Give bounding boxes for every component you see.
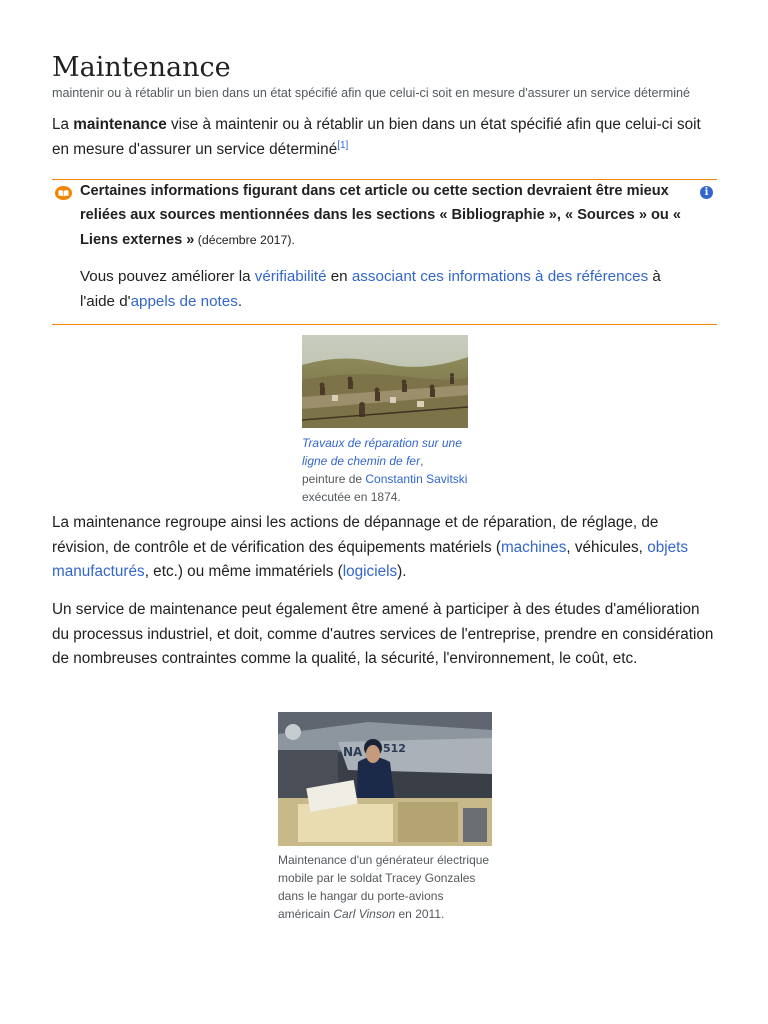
painting-image[interactable] bbox=[302, 335, 468, 428]
intro-paragraph bbox=[52, 113, 717, 162]
link-objets-manufactures[interactable]: objets manufacturés bbox=[52, 538, 689, 580]
notice-date: (décembre 2017). bbox=[194, 232, 295, 247]
reference-link[interactable]: [1] bbox=[337, 139, 349, 151]
link-verifiabilite[interactable]: vérifiabilité bbox=[254, 268, 327, 285]
book-icon bbox=[55, 186, 72, 200]
para1-text-1: La maintenance regroupe ainsi les actions de dépannage et de réparation, de réglage, de révision, de contrôle et de vérification des équipements matériels ( bbox=[52, 514, 659, 556]
painting-caption bbox=[302, 434, 468, 506]
intro-text-pre: La bbox=[52, 116, 74, 133]
para1-text-2: , véhicules, bbox=[566, 538, 648, 556]
page-title: Maintenance bbox=[52, 52, 231, 83]
page-subtitle: maintenir ou à rétablir un bien dans un état spécifié afin que celui-ci soit en mesure d'assurer un service déterminé bbox=[52, 86, 691, 100]
generator-caption-ship: Carl Vinson bbox=[333, 907, 396, 921]
generator-photo[interactable] bbox=[278, 712, 492, 846]
generator-caption-pre: Maintenance d'un générateur électrique mobile par le soldat Tracey Gonzales dans le hangar du porte-avions américain bbox=[278, 853, 490, 921]
painting-caption-mid: , peinture de bbox=[302, 454, 424, 486]
link-appels-de-notes[interactable]: appels de notes bbox=[130, 292, 238, 310]
generator-caption bbox=[278, 851, 492, 923]
link-painting-title[interactable]: Travaux de réparation sur une ligne de chemin de fer bbox=[302, 436, 462, 468]
para1-text-3: , etc.) ou même immatériels ( bbox=[144, 563, 343, 580]
painting-caption-end: exécutée en 1874. bbox=[302, 490, 401, 504]
notice-text bbox=[80, 179, 690, 252]
figure-generator bbox=[278, 712, 492, 923]
notice-help-end: . bbox=[237, 292, 243, 310]
link-machines[interactable]: machines bbox=[500, 538, 567, 556]
generator-caption-end: en 2011. bbox=[395, 907, 445, 921]
paragraph-actions bbox=[52, 511, 717, 585]
info-icon[interactable]: i bbox=[700, 186, 713, 199]
notice-bold-text: Certaines informations figurant dans cet article ou cette section devraient être mieux reliées aux sources mentionnées dans les sections « Bibliographie », « Sources » ou « Liens externes » bbox=[80, 183, 682, 248]
svg-text:NA: NA bbox=[343, 745, 363, 759]
notice-help-mid2: à l'aide d' bbox=[80, 268, 661, 310]
notice-help-pre: Vous pouvez améliorer la bbox=[80, 268, 255, 285]
notice-help-mid1: en bbox=[326, 268, 352, 285]
paragraph-service: Un service de maintenance peut également être amené à participer à des études d'amélioration du processus industriel, et doit, comme d'autres services de l'entreprise, prendre en considération de nombreuses contraintes comme la qualité, la sécurité, l'environnement, le coût, etc. bbox=[52, 601, 714, 667]
svg-text:512: 512 bbox=[383, 742, 406, 755]
link-constantin-savitski[interactable]: Constantin Savitski bbox=[365, 472, 468, 486]
figure-painting bbox=[302, 335, 468, 506]
intro-text-post: vise à maintenir ou à rétablir un bien dans un état spécifié afin que celui-ci soit en mesure d'assurer un service déterminé bbox=[52, 116, 701, 158]
para1-text-4: ). bbox=[397, 563, 407, 580]
notice-box bbox=[52, 179, 717, 325]
link-associer-references[interactable]: associant ces informations à des références bbox=[351, 268, 649, 285]
intro-bold-term: maintenance bbox=[73, 116, 167, 133]
notice-help-text bbox=[80, 265, 690, 314]
link-logiciels[interactable]: logiciels bbox=[342, 563, 398, 580]
